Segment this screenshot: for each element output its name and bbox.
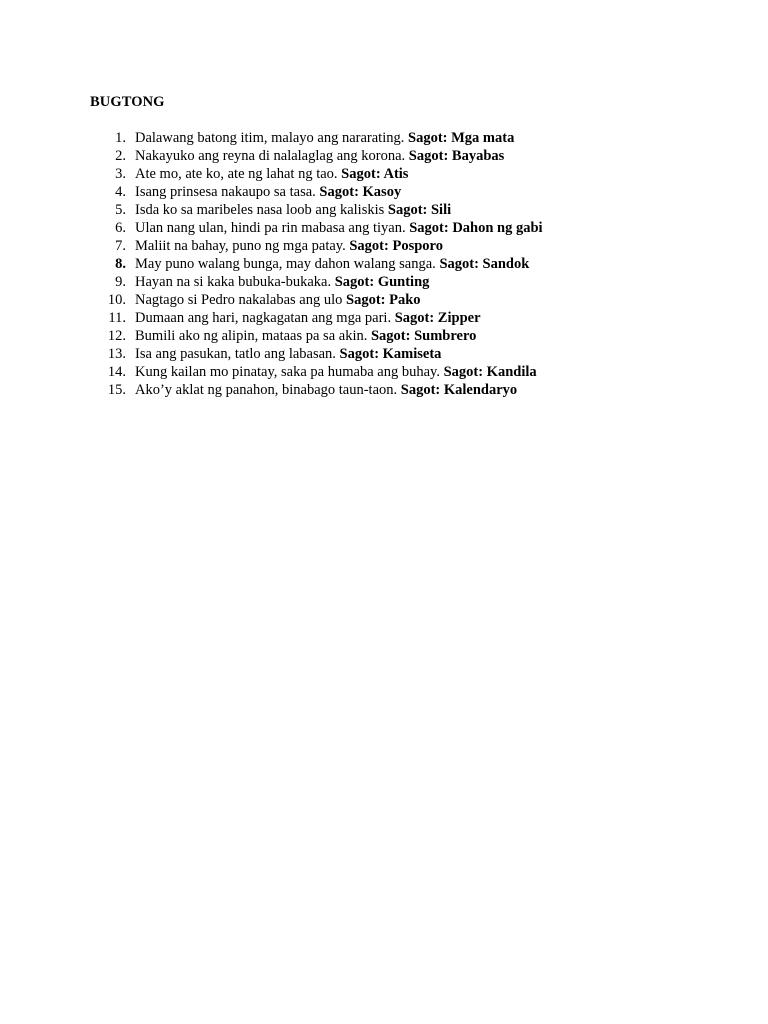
riddle-question: Kung kailan mo pinatay, saka pa humaba ang buhay. (135, 364, 440, 380)
document-heading: BUGTONG (90, 94, 165, 110)
riddle-number: 1. (115, 130, 126, 146)
riddle-number: 13. (107, 346, 126, 362)
riddle-question: Isa ang pasukan, tatlo ang labasan. (135, 346, 336, 362)
riddle-answer: Sagot: Pako (346, 292, 421, 308)
riddle-answer: Sagot: Mga mata (408, 130, 515, 146)
riddle-question: Dumaan ang hari, nagkagatan ang mga pari. (135, 310, 392, 326)
riddle-body (135, 363, 537, 381)
riddle-body (135, 129, 514, 147)
riddle-answer: Sagot: Kalendaryo (400, 382, 518, 398)
riddle-number: 8. (115, 256, 126, 272)
riddle-answer: Sagot: Atis (341, 166, 409, 182)
riddle-number: 5. (115, 202, 126, 218)
riddle-answer: Sagot: Kamiseta (339, 346, 442, 362)
riddle-body (135, 381, 517, 399)
riddle-body (135, 219, 543, 237)
riddle-question: Ako’y aklat ng panahon, binabago taun-taon. (135, 382, 398, 398)
riddle-body (135, 273, 429, 291)
riddle-body (135, 309, 481, 327)
riddle-number: 7. (115, 238, 126, 254)
riddle-body (135, 201, 451, 219)
riddle-question: Ulan nang ulan, hindi pa rin mabasa ang tiyan. (135, 220, 406, 236)
riddle-answer: Sagot: Zipper (394, 310, 481, 326)
riddle-number: 4. (115, 184, 126, 200)
riddle-number: 9. (115, 274, 126, 290)
riddle-body (135, 183, 401, 201)
riddle-question: Nakayuko ang reyna di nalalaglag ang korona. (135, 148, 406, 164)
riddle-answer: Sagot: Dahon ng gabi (409, 220, 543, 236)
riddle-question: Isang prinsesa nakaupo sa tasa. (135, 184, 316, 200)
riddle-number: 11. (108, 310, 126, 326)
riddle-number: 6. (115, 220, 126, 236)
riddle-answer: Sagot: Sumbrero (370, 328, 477, 344)
riddle-answer: Sagot: Gunting (334, 274, 430, 290)
riddle-answer: Sagot: Sandok (439, 256, 530, 272)
riddle-question: Nagtago si Pedro nakalabas ang ulo (135, 292, 343, 308)
riddle-body (135, 291, 421, 309)
riddle-answer: Sagot: Sili (387, 202, 452, 218)
riddle-number: 2. (115, 148, 126, 164)
riddle-question: Hayan na si kaka bubuka-bukaka. (135, 274, 332, 290)
riddle-number: 14. (107, 364, 126, 380)
riddle-question: Maliit na bahay, puno ng mga patay. (135, 238, 346, 254)
riddle-body (135, 147, 504, 165)
riddle-question: Isda ko sa maribeles nasa loob ang kaliskis (135, 202, 385, 218)
riddle-question: Ate mo, ate ko, ate ng lahat ng tao. (135, 166, 338, 182)
riddle-answer: Sagot: Kasoy (319, 184, 402, 200)
riddle-number: 10. (107, 292, 126, 308)
riddle-number: 3. (115, 166, 126, 182)
riddle-body (135, 327, 476, 345)
riddle-body (135, 165, 408, 183)
riddle-number: 15. (107, 382, 126, 398)
riddle-question: Dalawang batong itim, malayo ang nararating. (135, 130, 405, 146)
riddle-body (135, 237, 443, 255)
riddle-question: Bumili ako ng alipin, mataas pa sa akin. (135, 328, 368, 344)
riddle-body (135, 345, 441, 363)
riddle-body (135, 255, 529, 273)
riddle-question: May puno walang bunga, may dahon walang sanga. (135, 256, 436, 272)
riddle-number: 12. (107, 328, 126, 344)
riddle-answer: Sagot: Kandila (443, 364, 537, 380)
riddle-answer: Sagot: Bayabas (408, 148, 505, 164)
riddle-answer: Sagot: Posporo (349, 238, 443, 254)
